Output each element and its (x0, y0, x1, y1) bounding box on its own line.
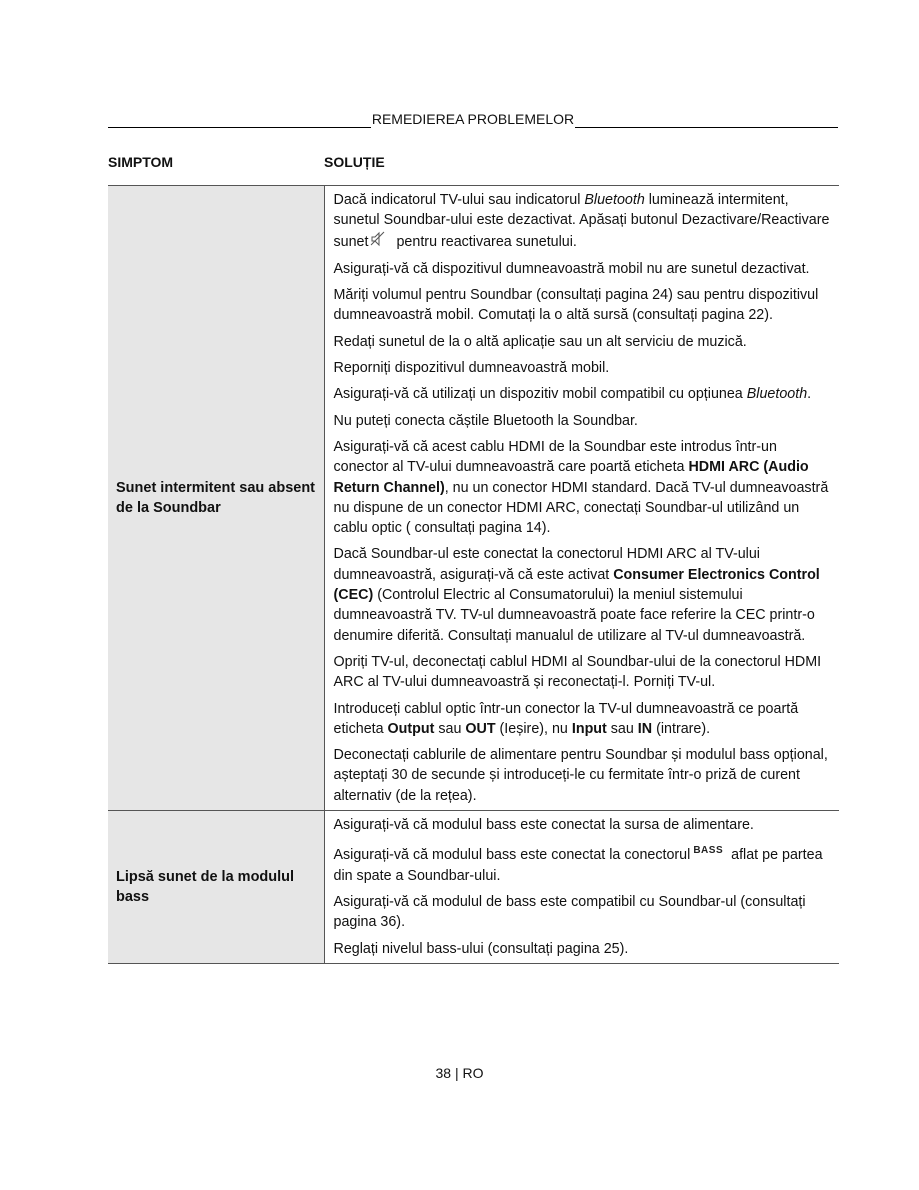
italic-text: Bluetooth (584, 192, 645, 208)
text-run: Dacă Soundbar-ul este conectat la conectorul HDMI ARC al TV-ului dumneavoastră, asigurați-vă că este activat (333, 546, 760, 583)
solution-item (334, 892, 832, 933)
text-run: Asigurați-vă că modulul bass este conectat la sursa de alimentare. (333, 817, 754, 834)
header-rule-left (108, 111, 371, 128)
bold-text: IN (637, 720, 653, 737)
text-run: sau (606, 720, 638, 737)
solution-cell (324, 811, 839, 964)
text-run: (Controlul Electric al Consumatorului) la meniul sistemului dumneavoastră TV. TV-ul dumneavoastră poate face referire la CEC printr-o denumire diferită. Consultați manualul de utilizare al TV-ul dumneavoastră. (333, 587, 815, 644)
page-number: 38 | RO (435, 1065, 484, 1081)
text-run: (intrare). (652, 720, 711, 737)
solution-item (334, 285, 832, 326)
solution-item (334, 384, 832, 404)
text-run: Asigurați-vă că acest cablu HDMI de la Soundbar este introdus într-un conector al TV-ului dumneavoastră care poartă eticheta (333, 438, 777, 476)
solution-item (334, 745, 832, 806)
text-run: aflat pe partea din spate a Soundbar-ului. (333, 847, 823, 884)
text-run: sau (434, 720, 466, 737)
header-rule-right (575, 111, 838, 128)
text-run: . (807, 386, 812, 403)
solution-item (334, 411, 832, 431)
text-run: , nu un conector HDMI standard. Dacă TV-ul dumneavoastră nu dispune de un conector HDMI ARC, conectați Soundbar-ul utilizând un cablu optic ( consultați pagina 14). (333, 479, 829, 537)
solution-item (334, 259, 832, 279)
column-header-symptom: SIMPTOM (108, 154, 174, 170)
text-run: Nu puteți conecta căștile Bluetooth la Soundbar. (333, 412, 638, 429)
solution-item (334, 939, 832, 959)
bass-connector-label: BASS (693, 845, 724, 857)
solution-cell (324, 186, 839, 811)
solution-item (334, 437, 832, 538)
solution-item (334, 652, 832, 693)
symptom-cell: Lipsă sunet de la modulul bass (108, 811, 324, 964)
solution-item (334, 815, 832, 835)
text-run: Opriți TV-ul, deconectați cablul HDMI al Soundbar-ului de la conectorul HDMI ARC al TV-ului dumneavoastră și reconectați-l. Porniți TV-ul. (333, 653, 822, 691)
bold-text: Input (571, 720, 607, 737)
mute-icon (370, 231, 386, 253)
bold-text: HDMI ARC (Audio Return Channel) (333, 459, 809, 496)
text-run: Asigurați-vă că utilizați un dispozitiv mobil compatibil cu opțiunea (333, 386, 747, 403)
solution-item (334, 841, 832, 886)
text-run: Deconectați cablurile de alimentare pentru Soundbar și modulul bass opțional, așteptați 30 de secunde și introduceți-le cu fermitate într-o priză de curent alternativ (de la rețea). (333, 747, 828, 804)
text-run: Reglați nivelul bass-ului (consultați pagina 25). (333, 940, 629, 957)
italic-text: Bluetooth (746, 386, 808, 403)
text-run: Asigurați-vă că modulul de bass este compatibil cu Soundbar-ul (consultați pagina 36). (333, 893, 806, 931)
text-run: Dacă indicatorul TV-ului sau indicatorul (333, 192, 585, 208)
text-run: Redați sunetul de la o altă aplicație sau un alt serviciu de muzică. (333, 333, 747, 350)
bold-text: OUT (465, 720, 496, 737)
solution-item (334, 544, 832, 645)
column-header-solution: SOLUȚIE (324, 154, 385, 170)
page-header (108, 110, 838, 128)
solution-item (334, 190, 832, 253)
symptom-cell: Sunet intermitent sau absent de la Soundbar (108, 186, 324, 811)
page-title: REMEDIEREA PROBLEMELOR (371, 111, 575, 127)
table-row (108, 811, 839, 964)
bold-text: Output (387, 720, 435, 737)
text-run: Măriți volumul pentru Soundbar (consultați pagina 24) sau pentru dispozitivul dumneavoastră mobil. Comutați la o altă sursă (consultați pagina 22). (333, 287, 819, 324)
text-run: (Ieșire), nu (495, 720, 572, 737)
text-run: Introduceți cablul optic într-un conector la TV-ul dumneavoastră ce poartă eticheta (333, 700, 799, 737)
text-run: Asigurați-vă că dispozitivul dumneavoastră mobil nu are sunetul dezactivat. (333, 260, 810, 277)
text-run: luminează intermitent, sunetul Soundbar-ului este dezactivat. Apăsați butonul Dezactivare/Reactivare sunet (333, 192, 830, 250)
text-run: Reporniți dispozitivul dumneavoastră mobil. (333, 360, 610, 377)
text-run: Asigurați-vă că modulul bass este conectat la conectorul (333, 847, 691, 864)
solution-item (334, 699, 832, 740)
table-row (108, 186, 839, 811)
bold-text: Consumer Electronics Control (CEC) (333, 566, 820, 604)
solution-item (334, 332, 832, 352)
solution-item (334, 358, 832, 378)
troubleshooting-table (108, 185, 839, 964)
text-run: pentru reactivarea sunetului. (396, 233, 577, 250)
